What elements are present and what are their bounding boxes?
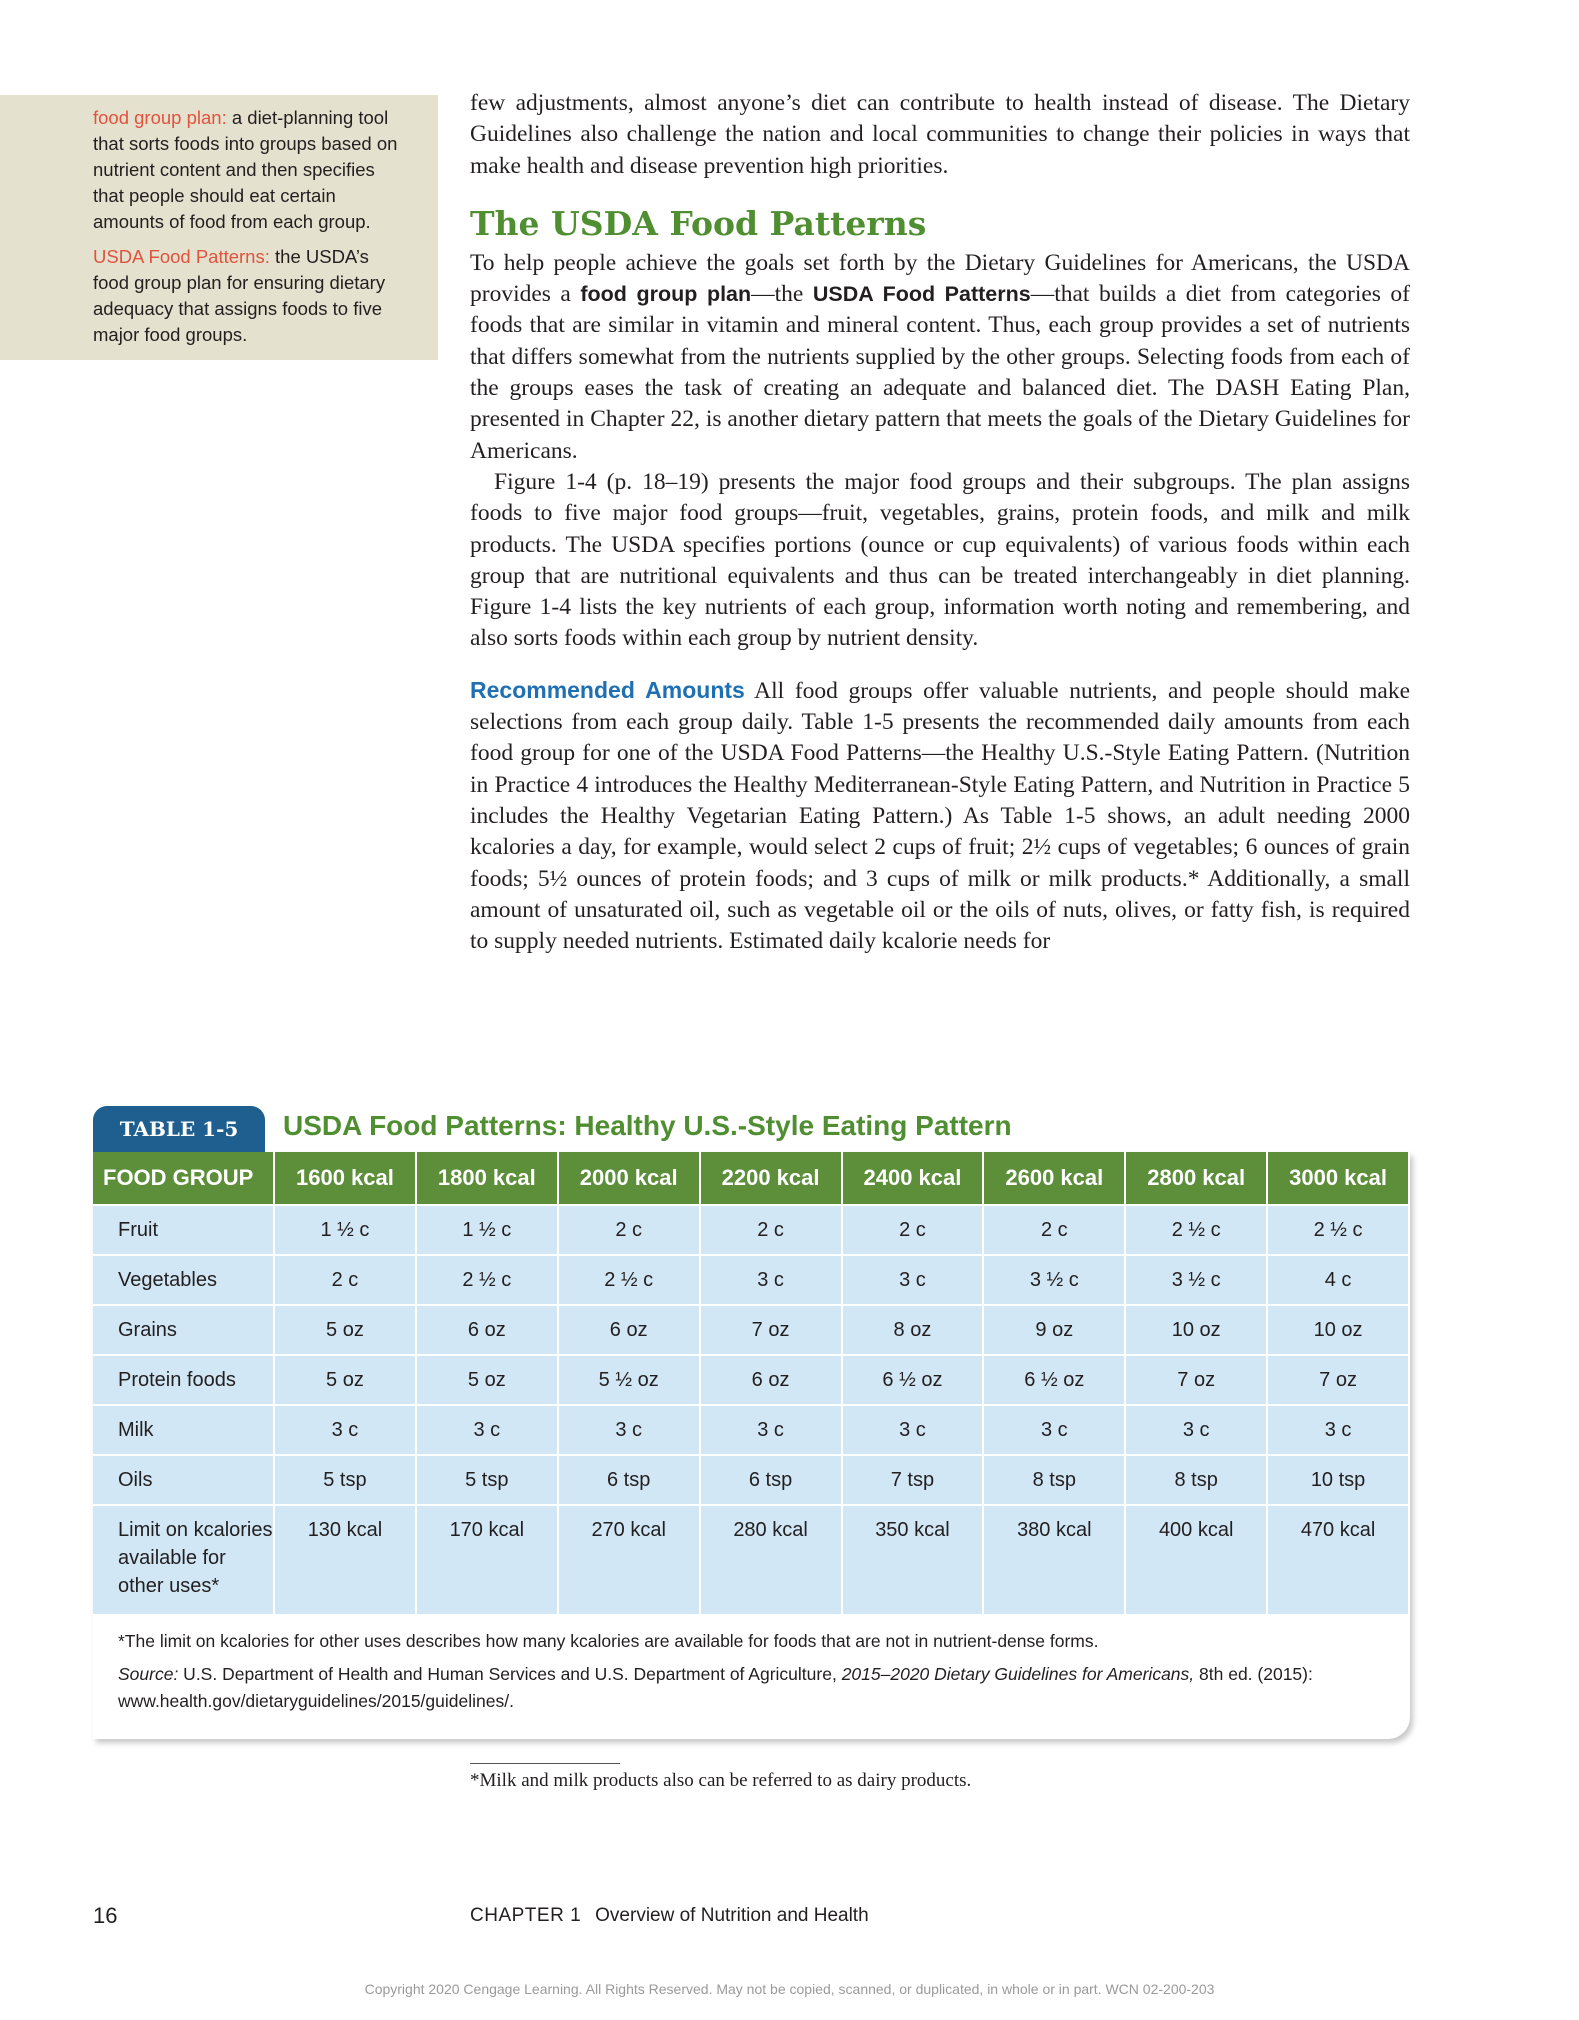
- table-cell: 3 c: [842, 1255, 984, 1305]
- table-cell: 5 oz: [416, 1355, 558, 1405]
- table-row: [93, 1205, 1409, 1255]
- table-cell: 2 c: [700, 1205, 842, 1255]
- table-cell: 3 c: [983, 1405, 1125, 1455]
- table-1-5: [93, 1106, 1410, 1739]
- table-header-bar: [93, 1106, 1410, 1152]
- table-cell: 6 ½ oz: [983, 1355, 1125, 1405]
- table-cell: 2 ½ c: [558, 1255, 700, 1305]
- column-header: 2000 kcal: [558, 1152, 700, 1205]
- table-cell: 6 ½ oz: [842, 1355, 984, 1405]
- source-text: U.S. Department of Health and Human Services and U.S. Department of Agriculture,: [178, 1664, 842, 1684]
- body-paragraph: Figure 1-4 (p. 18–19) presents the major food groups and their subgroups. The plan assigns foods to five major food groups—fruit, vegetables, grains, protein foods, and milk and milk products. The USDA specifies portions (ounce or cup equivalents) of various foods within each group that are nutritional equivalents and thus can be treated interchangeably in diet planning. Figure 1-4 lists the key nutrients of each group, information worth noting and remembering, and also sorts foods within each group by nutrient density.: [470, 468, 1410, 652]
- table-notes: [93, 1614, 1410, 1739]
- row-label: Milk: [93, 1405, 274, 1455]
- table-cell: 6 tsp: [558, 1455, 700, 1505]
- para-text: All food groups offer valuable nutrients, and people should make selections from each group daily. Table 1-5 presents the recommended daily amounts from each food group for one of the USDA Food Patterns—the Healthy U.S.-Style Eating Pattern. (Nutrition in Practice 4 introduces the Healthy Mediterranean-Style Eating Pattern, and Nutrition in Practice 5 includes the Healthy Vegetarian Eating Pattern.) As Table 1-5 shows, an adult needing 2000 kcalories a day, for example, would select 2 cups of fruit; 2½ cups of vegetables; 6 ounces of grain foods; 5½ ounces of protein foods; and 3 cups of milk or milk products.* Additionally, a small amount of unsaturated oil, such as vegetable oil or the oils of nuts, olives, or fatty fish, is required to supply needed nutrients. Estimated daily kcalorie needs for: [470, 677, 1410, 955]
- table-cell: 3 c: [274, 1405, 416, 1455]
- table-cell: 280 kcal: [700, 1505, 842, 1614]
- margin-glossary: [0, 95, 438, 360]
- table-cell: 5 ½ oz: [558, 1355, 700, 1405]
- glossary-definition: the USDA’s food group plan for ensuring dietary adequacy that assigns foods to five major food groups.: [93, 246, 386, 345]
- body-paragraph: [470, 248, 1410, 467]
- table-row: [93, 1305, 1409, 1355]
- table-cell: 3 c: [700, 1405, 842, 1455]
- table-cell: 3 ½ c: [983, 1255, 1125, 1305]
- table-row: [93, 1405, 1409, 1455]
- page-footnote: *Milk and milk products also can be referred to as dairy products.: [470, 1770, 972, 1791]
- chapter-title: Overview of Nutrition and Health: [595, 1905, 869, 1926]
- column-header: FOOD GROUP: [93, 1152, 274, 1205]
- table-cell: 2 ½ c: [1125, 1205, 1267, 1255]
- table-cell: 5 oz: [274, 1305, 416, 1355]
- glossary-entry: [93, 244, 408, 348]
- table-cell: 2 c: [558, 1205, 700, 1255]
- source-rest: 8th ed. (2015): www.health.gov/dietaryguidelines/2015/guidelines/.: [118, 1664, 1313, 1711]
- table-cell: 2 c: [274, 1255, 416, 1305]
- table-cell: 380 kcal: [983, 1505, 1125, 1614]
- table-cell: 7 oz: [700, 1305, 842, 1355]
- copyright-notice: Copyright 2020 Cengage Learning. All Rights Reserved. May not be copied, scanned, or duplicated, in whole or in part. WCN 02-200-203: [364, 1981, 1215, 1997]
- table-cell: 8 tsp: [983, 1455, 1125, 1505]
- table-source: [118, 1661, 1385, 1715]
- table-cell: 3 c: [1267, 1405, 1409, 1455]
- glossary-entry: [93, 105, 408, 235]
- para-text: —that builds a diet from categories of foods that are similar in vitamin and mineral content. Thus, each group provides a set of nutrients that differs somewhat from the nutrients supplied by the other groups. Selecting foods from each of the groups eases the task of creating an adequate and balanced diet. The DASH Eating Plan, presented in Chapter 22, is another dietary pattern that meets the goals of the Dietary Guidelines for Americans.: [470, 281, 1410, 464]
- table-cell: 400 kcal: [1125, 1505, 1267, 1614]
- table-cell: 6 oz: [700, 1355, 842, 1405]
- table-cell: 3 c: [700, 1255, 842, 1305]
- table-cell: 5 tsp: [274, 1455, 416, 1505]
- glossary-term: food group plan:: [93, 107, 227, 128]
- source-label: Source:: [118, 1664, 179, 1684]
- column-header: 1800 kcal: [416, 1152, 558, 1205]
- table-cell: 8 oz: [842, 1305, 984, 1355]
- table-cell: 2 c: [983, 1205, 1125, 1255]
- column-header: 2600 kcal: [983, 1152, 1125, 1205]
- row-label: Grains: [93, 1305, 274, 1355]
- table-cell: 10 oz: [1125, 1305, 1267, 1355]
- food-pattern-table: [93, 1152, 1410, 1614]
- table-footnote: *The limit on kcalories for other uses describes how many kcalories are available for foods that are not in nutrient-dense forms.: [118, 1631, 1099, 1651]
- running-footer: [470, 1905, 869, 1927]
- table-row: [93, 1255, 1409, 1305]
- table-cell: 7 oz: [1125, 1355, 1267, 1405]
- page-number: 16: [93, 1903, 118, 1928]
- table-cell: 2 c: [842, 1205, 984, 1255]
- column-header: 1600 kcal: [274, 1152, 416, 1205]
- footnote-rule: [470, 1763, 620, 1764]
- column-header: 2200 kcal: [700, 1152, 842, 1205]
- main-text-column: [470, 88, 1410, 957]
- table-cell: 5 tsp: [416, 1455, 558, 1505]
- row-label: Protein foods: [93, 1355, 274, 1405]
- column-header: 3000 kcal: [1267, 1152, 1409, 1205]
- table-cell: 6 oz: [416, 1305, 558, 1355]
- table-cell: 270 kcal: [558, 1505, 700, 1614]
- glossary-definition: a diet-planning tool that sorts foods into groups based on nutrient content and then specifies that people should eat certain amounts of food from each group.: [93, 107, 398, 232]
- key-term: food group plan: [580, 282, 752, 307]
- table-cell: 3 ½ c: [1125, 1255, 1267, 1305]
- table-cell: 6 tsp: [700, 1455, 842, 1505]
- column-header: 2400 kcal: [842, 1152, 984, 1205]
- table-header-row: [93, 1152, 1409, 1205]
- row-label: Limit on kcalories available for other uses*: [93, 1505, 274, 1614]
- runin-heading: Recommended Amounts: [470, 676, 745, 703]
- table-row: [93, 1355, 1409, 1405]
- table-row: [93, 1505, 1409, 1614]
- row-label: Oils: [93, 1455, 274, 1505]
- table-cell: 130 kcal: [274, 1505, 416, 1614]
- table-cell: 3 c: [842, 1405, 984, 1455]
- row-label: Fruit: [93, 1205, 274, 1255]
- table-cell: 3 c: [1125, 1405, 1267, 1455]
- para-text: To help people achieve the goals set forth by the Dietary Guidelines for Americans, the USDA provides a: [470, 249, 1410, 308]
- table-cell: 3 c: [416, 1405, 558, 1455]
- table-cell: 7 oz: [1267, 1355, 1409, 1405]
- table-title: USDA Food Patterns: Healthy U.S.-Style Eating Pattern: [283, 1110, 1012, 1141]
- table-cell: 7 tsp: [842, 1455, 984, 1505]
- table-cell: 6 oz: [558, 1305, 700, 1355]
- table-tab-label: TABLE 1-5: [93, 1106, 265, 1152]
- table-cell: 470 kcal: [1267, 1505, 1409, 1614]
- table-cell: 5 oz: [274, 1355, 416, 1405]
- key-term: USDA Food Patterns: [812, 282, 1031, 307]
- table-cell: 10 oz: [1267, 1305, 1409, 1355]
- body-paragraph: [470, 675, 1410, 958]
- section-heading: The USDA Food Patterns: [470, 203, 927, 243]
- table-box: [93, 1152, 1410, 1739]
- para-text: —the: [751, 281, 813, 308]
- table-cell: 2 ½ c: [416, 1255, 558, 1305]
- table-cell: 8 tsp: [1125, 1455, 1267, 1505]
- table-cell: 9 oz: [983, 1305, 1125, 1355]
- row-label: Vegetables: [93, 1255, 274, 1305]
- table-cell: 10 tsp: [1267, 1455, 1409, 1505]
- table-cell: 4 c: [1267, 1255, 1409, 1305]
- table-cell: 350 kcal: [842, 1505, 984, 1614]
- table-cell: 170 kcal: [416, 1505, 558, 1614]
- glossary-term: USDA Food Patterns:: [93, 246, 270, 267]
- source-title: 2015–2020 Dietary Guidelines for Americans,: [841, 1664, 1195, 1684]
- table-cell: 1 ½ c: [274, 1205, 416, 1255]
- column-header: 2800 kcal: [1125, 1152, 1267, 1205]
- table-cell: 3 c: [558, 1405, 700, 1455]
- table-cell: 1 ½ c: [416, 1205, 558, 1255]
- intro-paragraph: few adjustments, almost anyone’s diet can contribute to health instead of disease. The Dietary Guidelines also challenge the nation and local communities to change their policies in ways that make health and disease prevention high priorities.: [470, 90, 1410, 179]
- table-row: [93, 1455, 1409, 1505]
- chapter-label: CHAPTER 1: [470, 1905, 582, 1926]
- table-cell: 2 ½ c: [1267, 1205, 1409, 1255]
